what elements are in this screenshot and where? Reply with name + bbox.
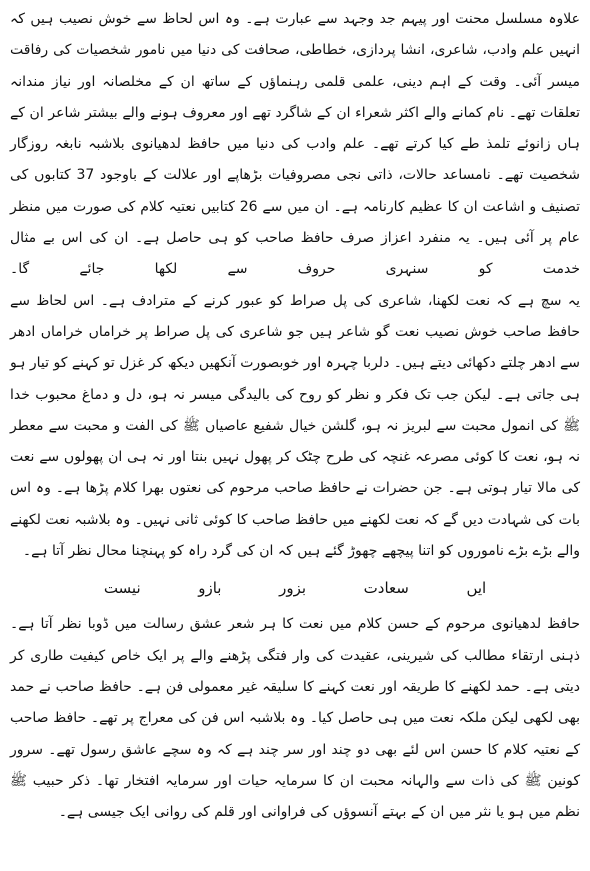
verse-word: سعادت (363, 579, 409, 598)
verse-word: بزور (279, 579, 307, 598)
paragraph-3: حافظ لدھیانوی مرحوم کے حسن کلام میں نعت کا ہر شعر عشق رسالت میں ڈوبا نظر آتا ہے۔ ذہنی ارتقاء مطالب کی شیرینی، عقیدت کی وار فتگی پڑھنے والے پر ایک خاص کیفیت طاری کر دیتی ہے۔ حمد لکھنے کا طریقہ اور نعت کہنے کا سلیقہ غیر معمولی فن ہے۔ حافظ صاحب نے حمد بھی لکھی لیکن ملکہ نعت میں ہی حاصل کیا۔ وہ بلاشبہ اس فن کی معراج پر تھے۔ حافظ صاحب کے نعتیہ کلام کا حسن اس لئے بھی دو چند اور سر چند ہے کہ وہ سچے عاشق رسول تھے۔ سرور کونین ﷺ کی ذات سے والہانہ محبت ان کا سرمایہ حیات اور سرمایہ افتخار تھا۔ ذکر حبیب ﷺ نظم میں ہو یا نثر میں ان کے بہتے آنسوؤں کی فراوانی اور قلم کی روانی ایک جیسی ہے۔ (10, 616, 580, 821)
verse-word: ایں (466, 579, 487, 598)
verse-word: بازو (198, 579, 222, 598)
urdu-text-page (10, 4, 580, 867)
paragraph-1: علاوہ مسلسل محنت اور پیہم جد وجہد سے عبارت ہے۔ وہ اس لحاظ سے خوش نصیب ہیں کہ انہیں علم وادب، شاعری، انشا پردازی، خطاطی، صحافت کی دنیا میں نامور شخصیات کی رفاقت میسر آئی۔ وقت کے اہم دینی، علمی قلمی رہنماؤں کے ساتھ ان کے مخلصانہ اور نیاز مندانہ تعلقات تھے۔ نام کمانے والے اکثر شعراء ان کے شاگرد تھے اور معروف ہونے والے بیشتر شاعر ان کے ہاں زانوئے تلمذ طے کیا کرتے تھے۔ علم وادب کی دنیا میں حافظ لدھیانوی بلاشبہ نابغہ روزگار شخصیت تھے۔ نامساعد حالات، ذاتی نجی مصروفیات بڑھاپے اور علالت کے باوجود 37 کتابوں کی تصنیف و اشاعت ان کا عظیم کارنامہ ہے۔ ان میں سے 26 کتابیں نعتیہ کلام کی صورت میں منظر عام پر آئی ہیں۔ یہ منفرد اعزاز صرف حافظ صاحب کو ہی حاصل ہے۔ ان کی اس بے مثال خدمت کو سنہری حروف سے لکھا جائے گا۔ (10, 11, 580, 278)
verse-word: نیست (103, 579, 141, 598)
paragraph-2: یہ سچ ہے کہ نعت لکھنا، شاعری کی پل صراط کو عبور کرنے کے مترادف ہے۔ اس لحاظ سے حافظ صاحب خوش نصیب نعت گو شاعر ہیں جو شاعری کی پل صراط پر خراماں خراماں ادھر سے ادھر چلتے دکھائی دیتے ہیں۔ دلربا چہرہ اور خوبصورت آنکھیں دیکھ کر غزل تو کہنے کو تیار ہو ہی جاتی ہے۔ لیکن جب تک فکر و نظر کو روح کی بالیدگی میسر نہ ہو، دل و دماغ محبوب خدا ﷺ کی انمول محبت سے لبریز نہ ہو، گلشن خیال شفیع عاصیاں ﷺ کی الفت و محبت سے معطر نہ ہو، نعت کا کوئی مصرعہ غنچہ کی طرح چٹک کر پھول نہیں بنتا اور نہ ہی ان پھولوں سے نعت کی مالا تیار ہوتی ہے۔ جن حضرات نے حافظ صاحب مرحوم کی نعتوں بھرا کلام پڑھا ہے۔ وہ اس بات کی شہادت دیں گے کہ نعت لکھنے میں حافظ صاحب کا کوئی ثانی نہیں۔ وہ بلاشبہ نعت لکھنے والے بڑے بڑے ناموروں کو اتنا پیچھے چھوڑ گئے ہیں کہ ان کی گرد راہ کو پہنچنا محال نظر آتا ہے۔ (10, 292, 580, 560)
persian-verse (75, 567, 515, 609)
